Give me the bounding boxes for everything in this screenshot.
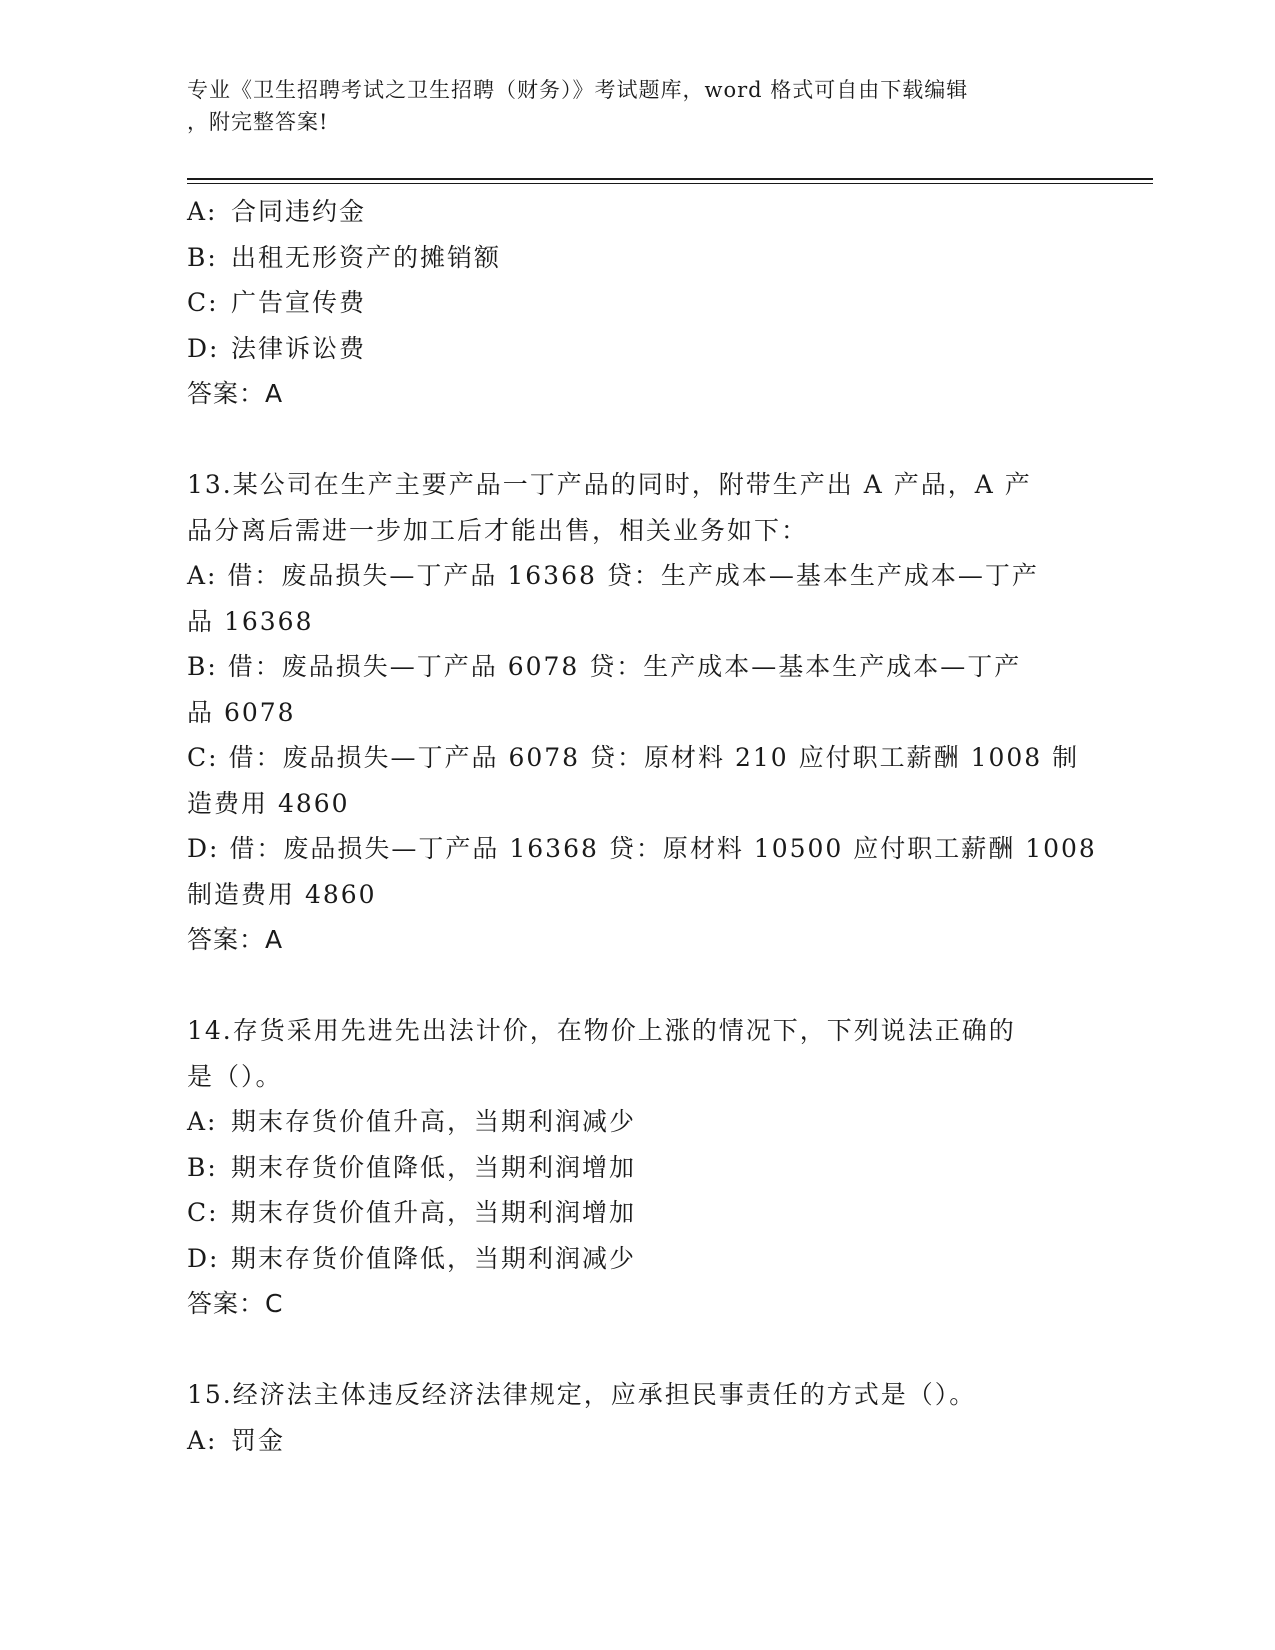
option-text: 广告宣传费 <box>231 288 367 317</box>
spacer <box>187 417 1087 463</box>
option-letter: A: <box>187 197 218 226</box>
spacer <box>187 963 1087 1009</box>
option-c <box>187 1190 1087 1236</box>
option-a-line-2: 品 16368 <box>187 606 314 636</box>
header-line-1: 专业《卫生招聘考试之卫生招聘（财务）》考试题库，word 格式可自由下载编辑 <box>187 78 969 102</box>
option-text: 期末存货价值降低，当期利润减少 <box>231 1243 637 1273</box>
option-letter: D: <box>187 333 220 363</box>
option-a <box>187 1099 1087 1145</box>
question-stem-line: 13.某公司在生产主要产品一丁产品的同时，附带生产出 A 产品，A 产 <box>187 470 1032 499</box>
question-stem-line: 15.经济法主体违反经济法律规定，应承担民事责任的方式是（）。 <box>187 1380 977 1409</box>
header-line-2: ，附完整答案! <box>187 110 329 134</box>
option-d <box>187 1236 1087 1282</box>
option-text: 期末存货价值升高，当期利润增加 <box>231 1198 637 1227</box>
option-text: 期末存货价值升高，当期利润减少 <box>231 1107 637 1136</box>
question-15 <box>187 1372 1087 1463</box>
option-letter: B: <box>187 1152 218 1182</box>
header-divider-thick <box>187 178 1153 180</box>
option-text: 法律诉讼费 <box>231 333 367 363</box>
document-body <box>187 189 1097 1463</box>
header-divider-thin <box>187 183 1153 184</box>
option-letter: C: <box>187 288 219 317</box>
option-letter: B: <box>187 242 218 272</box>
option-text: 合同违约金 <box>231 197 367 226</box>
option-d-line-2: 制造费用 4860 <box>187 879 377 909</box>
option-a-line-1: A: 借：废品损失—丁产品 16368 贷：生产成本—基本生产成本—丁产 <box>187 561 1039 590</box>
answer: 答案：A <box>187 925 284 954</box>
document-header <box>187 74 1087 138</box>
option-d-line-1: D: 借：废品损失—丁产品 16368 贷：原材料 10500 应付职工薪酬 1008 <box>187 834 1097 863</box>
option-letter: C: <box>187 1198 219 1227</box>
question-stem-line: 品分离后需进一步加工后才能出售，相关业务如下： <box>187 515 809 545</box>
option-b <box>187 235 1087 281</box>
option-c-line-1: C: 借：废品损失—丁产品 6078 贷：原材料 210 应付职工薪酬 1008 制 <box>187 743 1080 772</box>
option-text: 罚金 <box>231 1425 286 1455</box>
question-13 <box>187 462 1097 963</box>
option-a <box>187 1418 1087 1464</box>
option-text: 期末存货价值降低，当期利润增加 <box>231 1152 637 1182</box>
spacer <box>187 1327 1087 1373</box>
option-letter: D: <box>187 1243 220 1273</box>
option-letter: A: <box>187 1107 218 1136</box>
option-b-line-2: 品 6078 <box>187 697 296 727</box>
option-c-line-2: 造费用 4860 <box>187 788 350 818</box>
question-14 <box>187 1008 1087 1327</box>
question-stem-line: 14.存货采用先进先出法计价，在物价上涨的情况下，下列说法正确的 <box>187 1016 1016 1045</box>
option-text: 出租无形资产的摊销额 <box>231 242 502 272</box>
option-c <box>187 280 1087 326</box>
answer: 答案：A <box>187 379 284 408</box>
option-d <box>187 326 1087 372</box>
option-a <box>187 189 1087 235</box>
question-12 <box>187 189 1087 417</box>
option-b-line-1: B: 借：废品损失—丁产品 6078 贷：生产成本—基本生产成本—丁产 <box>187 652 1022 681</box>
option-b <box>187 1145 1087 1191</box>
answer: 答案：C <box>187 1289 284 1318</box>
question-stem-line: 是（）。 <box>187 1061 283 1091</box>
option-letter: A: <box>187 1425 218 1455</box>
